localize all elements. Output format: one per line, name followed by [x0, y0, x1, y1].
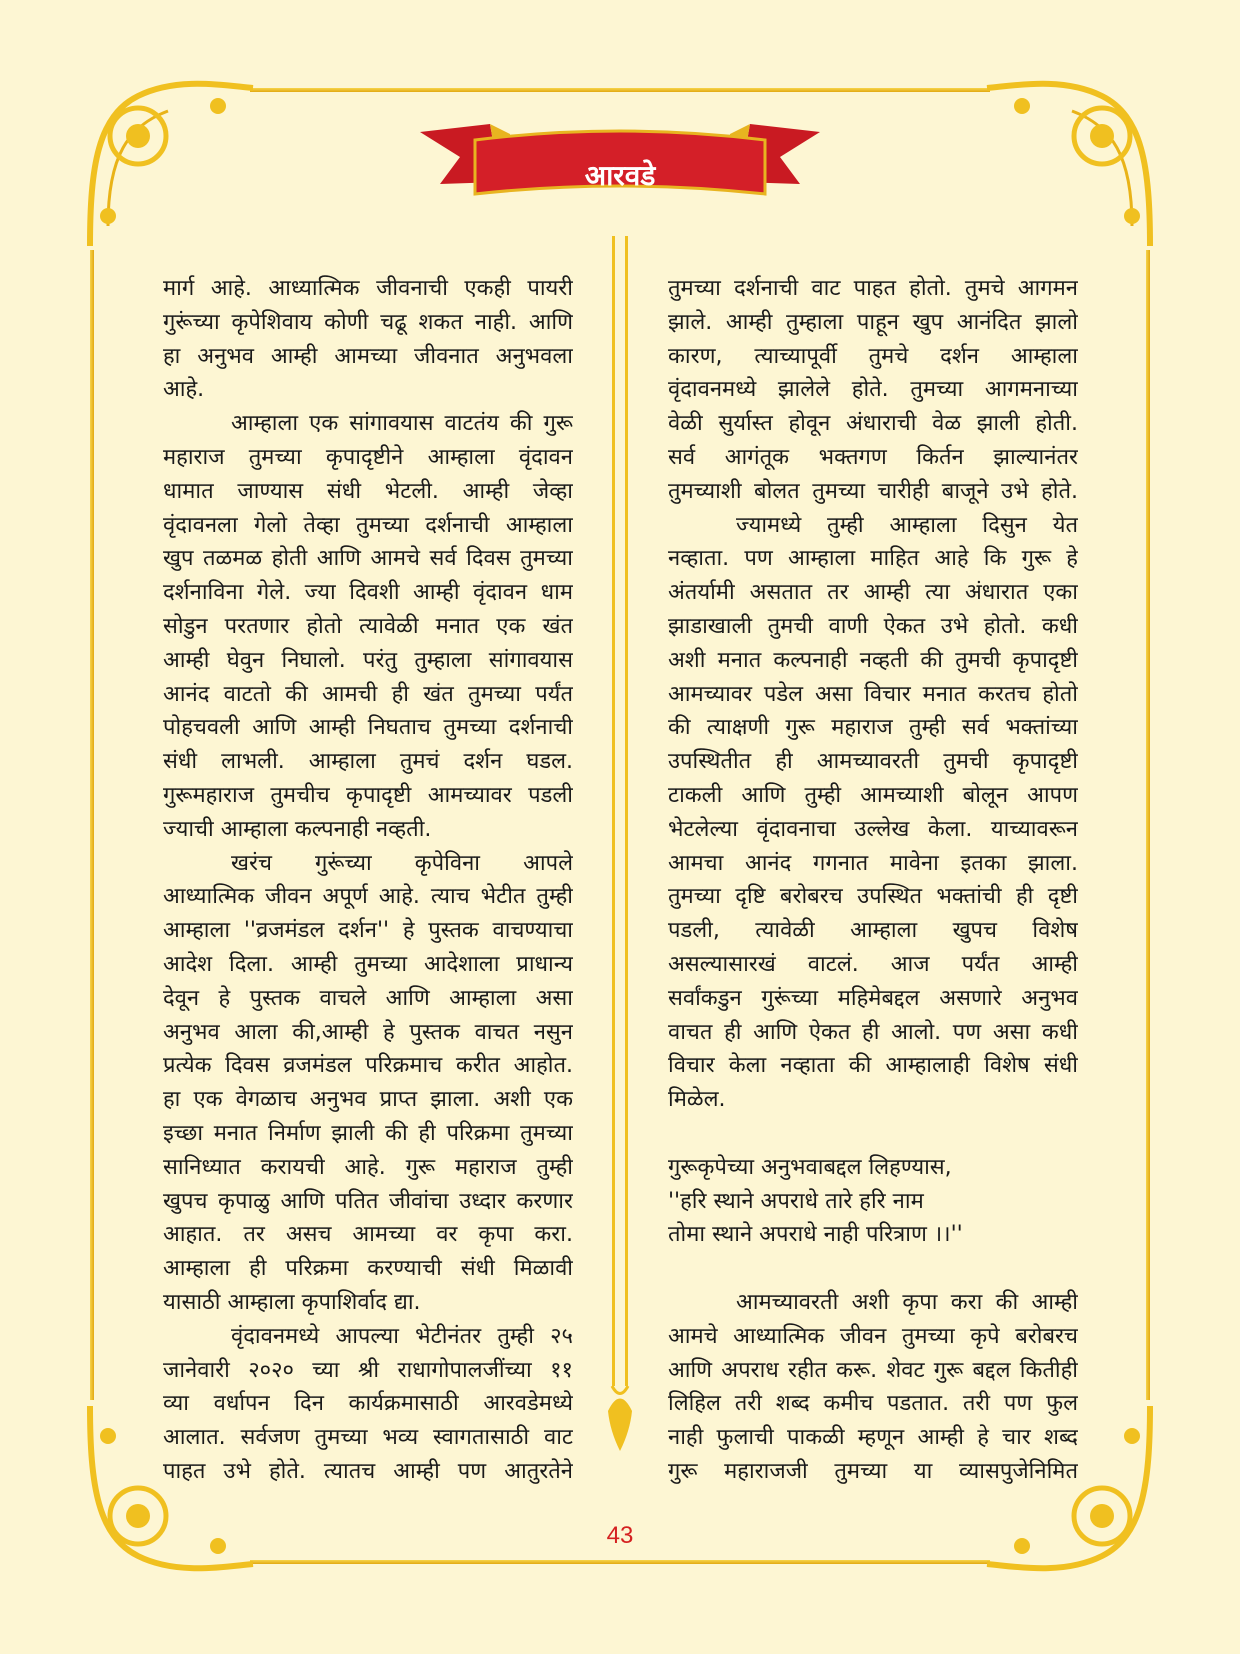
- right-column: [668, 272, 1078, 1489]
- text-line: लिहिल तरी शब्द कमीच पडतात. तरी पण फुल: [668, 1391, 1078, 1417]
- text-line: प्रत्येक दिवस व्रजमंडल परिक्रमाच करीत आहोत.: [163, 1053, 573, 1079]
- text-line: तुमच्या दृष्टि बरोबरच उपस्थित भक्तांची ही दृष्टी: [668, 884, 1078, 910]
- text-line: धामात जाण्यास संधी भेटली. आम्ही जेव्हा: [163, 478, 573, 504]
- text-line: सानिध्यात करायची आहे. गुरू महाराज तुम्ही: [163, 1154, 573, 1180]
- text-line: गुरूमहाराज तुमचीच कृपादृष्टी आमच्यावर पडली: [163, 782, 573, 808]
- text-line: हा एक वेगळाच अनुभव प्राप्त झाला. अशी एक: [163, 1087, 573, 1113]
- text-line: सर्वांकडुन गुरूंच्या महिमेबद्दल असणारे अनुभव: [668, 985, 1078, 1011]
- text-line: जानेवारी २०२० च्या श्री राधागोपालजींच्या ११: [163, 1357, 573, 1383]
- text-line: यासाठी आम्हाला कृपाशिर्वाद द्या.: [163, 1289, 421, 1315]
- left-column: [163, 272, 573, 1489]
- text-line: आहात. तर असच आमच्या वर कृपा करा.: [163, 1222, 573, 1248]
- text-line: झाडाखाली तुमची वाणी ऐकत उभे होतो. कधी: [668, 613, 1078, 639]
- text-line: तुमच्याशी बोलत तुमच्या चारीही बाजूने उभे होते.: [668, 478, 1078, 504]
- text-line: टाकली आणि तुम्ही आमच्याशी बोलून आपण: [668, 782, 1078, 808]
- text-line: पाहत उभे होते. त्यातच आम्ही पण आतुरतेने: [163, 1458, 573, 1484]
- text-line: ''हरि स्थाने अपराधे तारे हरि नाम: [668, 1188, 924, 1214]
- text-line: ज्याची आम्हाला कल्पनाही नव्हती.: [163, 816, 432, 842]
- text-line: उपस्थितीत ही आमच्यावरती तुमची कृपादृष्टी: [668, 749, 1078, 775]
- text-line: आणि अपराध रहीत करू. शेवट गुरू बद्दल कितीही: [668, 1357, 1078, 1383]
- text-line: महाराज तुमच्या कृपादृष्टीने आम्हाला वृंदावन: [163, 444, 573, 470]
- text-line: देवून हे पुस्तक वाचले आणि आम्हाला असा: [163, 985, 573, 1011]
- page-number: 43: [606, 1522, 634, 1549]
- text-line: खुप तळमळ होती आणि आमचे सर्व दिवस तुमच्या: [163, 546, 573, 572]
- text-line: सर्व आगंतूक भक्तगण किर्तन झाल्यानंतर: [668, 444, 1078, 470]
- text-line: तोमा स्थाने अपराधे नाही परित्राण ।।'': [668, 1222, 963, 1248]
- text-line: हा अनुभव आम्ही आमच्या जीवनात अनुभवला: [163, 343, 573, 369]
- text-line: वृंदावनला गेलो तेव्हा तुमच्या दर्शनाची आम्हाला: [163, 512, 573, 538]
- text-line: आहे.: [163, 377, 205, 403]
- text-line: भेटलेल्या वृंदावनाचा उल्लेख केला. याच्यावरून: [668, 816, 1078, 842]
- frame-left-border: [90, 250, 94, 1400]
- text-line: नव्हाता. पण आम्हाला माहित आहे कि गुरू हे: [668, 546, 1078, 572]
- text-line: विचार केला नव्हाता की आम्हालाही विशेष संधी: [668, 1053, 1078, 1079]
- text-line: मार्ग आहे. आध्यात्मिक जीवनाची एकही पायरी: [163, 276, 573, 301]
- text-line: आदेश दिला. आम्ही तुमच्या आदेशाला प्राधान्य: [163, 951, 573, 977]
- text-line: आम्हाला ''व्रजमंडल दर्शन'' हे पुस्तक वाचण्याचा: [163, 918, 573, 944]
- text-line: वृंदावनमध्ये झालेले होते. तुमच्या आगमनाच्या: [668, 377, 1078, 403]
- text-line: संधी लाभली. आम्हाला तुमचं दर्शन घडल.: [163, 749, 573, 775]
- text-line: गुरूकृपेच्या अनुभवाबद्दल लिहण्यास,: [668, 1154, 952, 1180]
- text-line: व्या वर्धापन दिन कार्यक्रमासाठी आरवडेमध्ये: [163, 1391, 573, 1417]
- text-line: इच्छा मनात निर्माण झाली की ही परिक्रमा तुमच्या: [163, 1120, 573, 1146]
- text-line: नाही फुलाची पाकळी म्हणून आम्ही हे चार शब्द: [668, 1425, 1078, 1451]
- text-line: आमचे आध्यात्मिक जीवन तुमच्या कृपे बरोबरच: [668, 1323, 1078, 1349]
- column-divider: [604, 236, 636, 1456]
- text-line: तुमच्या दर्शनाची वाट पाहत होतो. तुमचे आगमन: [668, 276, 1078, 301]
- text-line: ज्यामध्ये तुम्ही आम्हाला दिसुन येत: [736, 512, 1078, 538]
- text-line: पोहचवली आणि आम्ही निघताच तुमच्या दर्शनाची: [163, 715, 573, 741]
- text-line: की त्याक्षणी गुरू महाराज तुम्ही सर्व भक्तांच्या: [668, 715, 1078, 741]
- text-line: आनंद वाटतो की आमची ही खंत तुमच्या पर्यंत: [163, 681, 573, 707]
- text-line: अनुभव आला की,आम्ही हे पुस्तक वाचत नसुन: [163, 1019, 573, 1045]
- text-line: सोडुन परतणार होतो त्यावेळी मनात एक खंत: [163, 613, 573, 639]
- text-line: वृंदावनमध्ये आपल्या भेटीनंतर तुम्ही २५: [231, 1323, 573, 1349]
- text-line: आम्हाला ही परिक्रमा करण्याची संधी मिळावी: [163, 1256, 573, 1282]
- text-line: मिळेल.: [668, 1087, 726, 1113]
- text-line: झाले. आम्ही तुम्हाला पाहून खुप आनंदित झालो: [668, 309, 1078, 335]
- text-line: आमच्यावर पडेल असा विचार मनात करतच होतो: [668, 681, 1078, 707]
- text-line: वाचत ही आणि ऐकत ही आलो. पण असा कधी: [668, 1019, 1078, 1045]
- text-line: पडली, त्यावेळी आम्हाला खुपच विशेष: [668, 918, 1078, 944]
- text-line: अंतर्यामी असतात तर आम्ही त्या अंधारात एका: [668, 580, 1078, 606]
- text-line: कारण, त्याच्यापूर्वी तुमचे दर्शन आम्हाला: [668, 343, 1078, 369]
- text-line: गुरूंच्या कृपेशिवाय कोणी चढू शकत नाही. आणि: [163, 309, 573, 335]
- text-line: असल्यासारखं वाटलं. आज पर्यंत आम्ही: [668, 951, 1078, 977]
- text-line: आध्यात्मिक जीवन अपूर्ण आहे. त्याच भेटीत तुम्ही: [163, 884, 573, 910]
- text-line: दर्शनाविना गेले. ज्या दिवशी आम्ही वृंदावन धाम: [163, 580, 573, 606]
- page-title: आरवडे: [584, 159, 656, 192]
- text-line: [668, 1117, 1078, 1151]
- text-line: आम्हाला एक सांगावयास वाटतंय की गुरू: [231, 411, 573, 437]
- frame-bottom-border: [250, 1560, 990, 1564]
- text-line: आमचा आनंद गगनात मावेना इतका झाला.: [668, 850, 1078, 876]
- text-line: खुपच कृपाळु आणि पतित जीवांचा उध्दार करणार: [163, 1188, 573, 1214]
- text-line: आमच्यावरती अशी कृपा करा की आम्ही: [736, 1289, 1078, 1315]
- text-line: [668, 1252, 1078, 1286]
- frame-top-border: [250, 88, 990, 92]
- text-line: खरंच गुरूंच्या कृपेविना आपले: [231, 850, 573, 876]
- frame-right-border: [1146, 250, 1150, 1400]
- text-line: आम्ही घेवुन निघालो. परंतु तुम्हाला सांगावयास: [163, 647, 573, 673]
- text-line: गुरू महाराजजी तुमच्या या व्यासपुजेनिमित: [668, 1458, 1078, 1484]
- text-line: अशी मनात कल्पनाही नव्हती की तुमची कृपादृष्टी: [668, 647, 1078, 673]
- text-line: आलात. सर्वजण तुमच्या भव्य स्वागतासाठी वाट: [163, 1425, 573, 1451]
- text-line: वेळी सुर्यास्त होवून अंधाराची वेळ झाली होती.: [668, 411, 1078, 437]
